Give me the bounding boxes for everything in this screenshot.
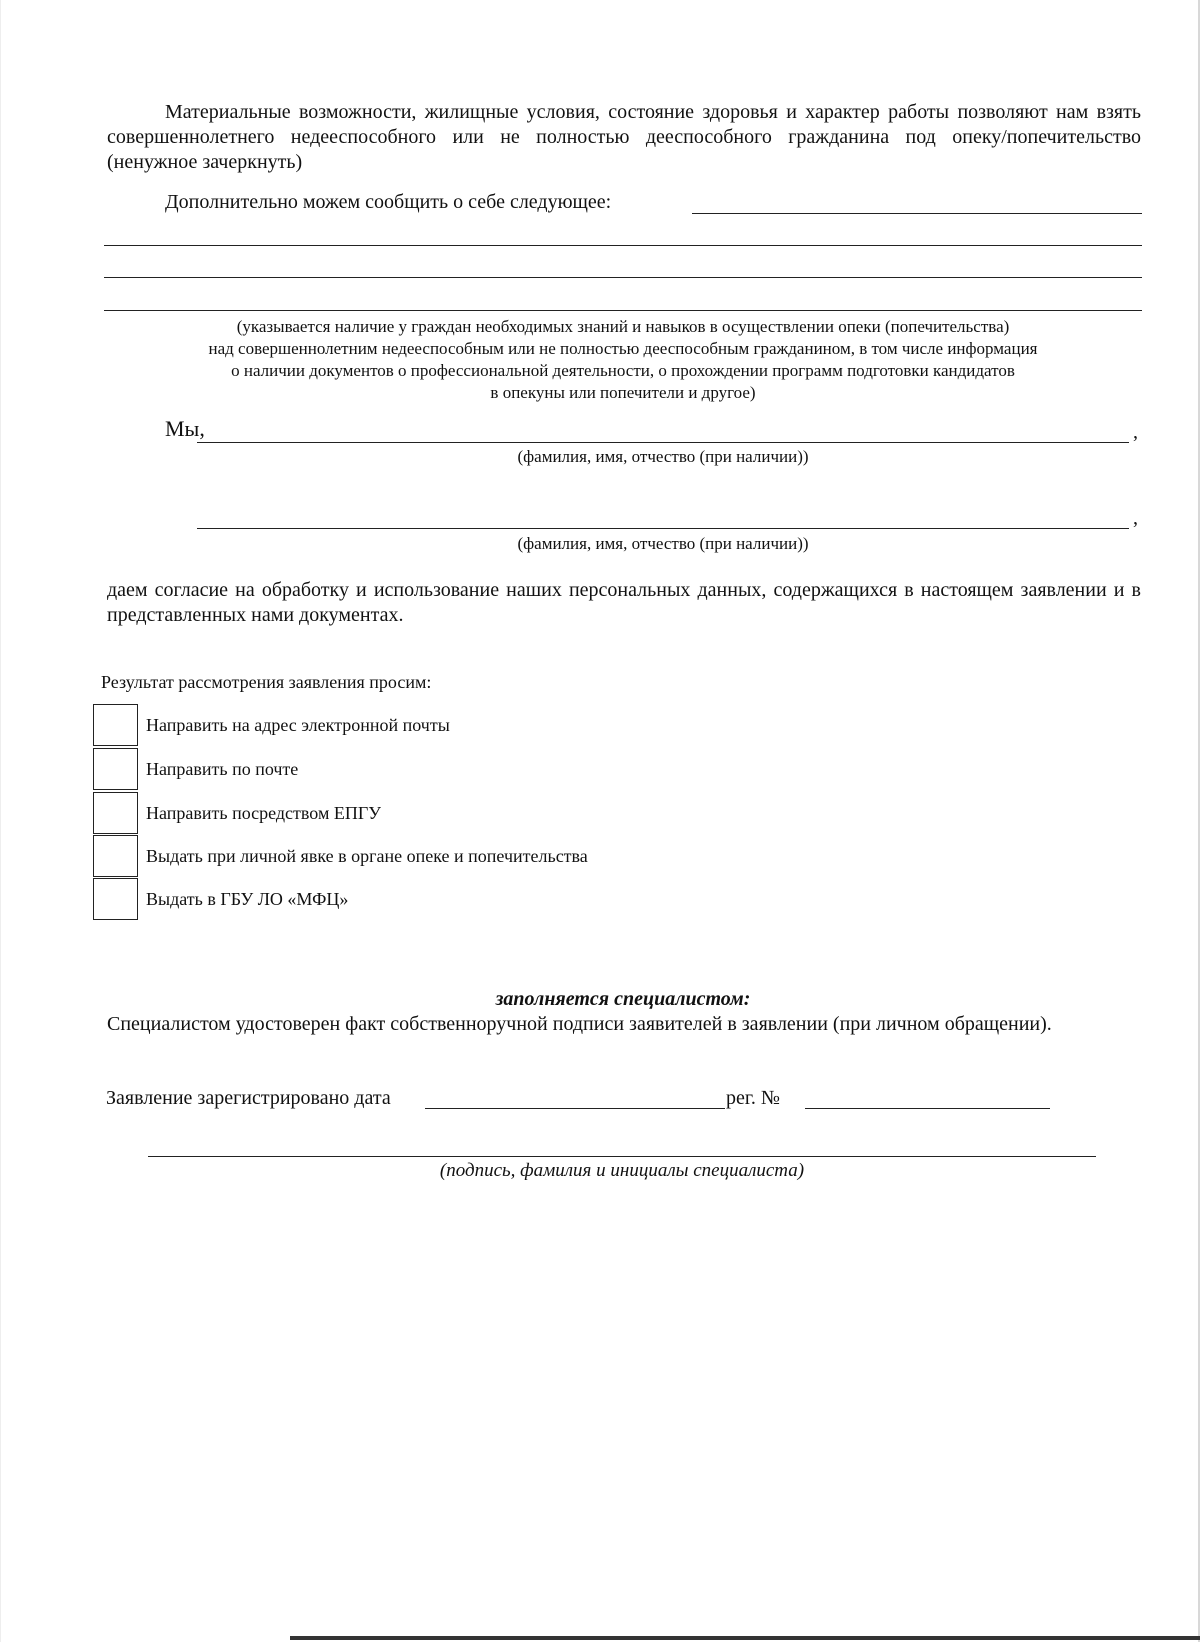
material-conditions-paragraph: Материальные возможности, жилищные условия, состояние здоровья и характер работы позволяют нам взять совершеннолетнего недееспособного или не полностью дееспособного гражданина под опеку/попечительство (ненужное зачеркнуть)	[107, 101, 1141, 173]
fio-comma-1: ,	[1133, 421, 1138, 443]
option-label: Направить посредством ЕПГУ	[146, 802, 381, 823]
result-option-epgu[interactable]	[93, 791, 381, 835]
we-label: Мы,	[165, 416, 205, 441]
page-left-edge	[0, 0, 1, 1642]
specialist-heading: заполняется специалистом:	[495, 988, 751, 1010]
hint-line-3: о наличии документов о профессиональной деятельности, о прохождении программ подготовки кандидатов	[231, 361, 1015, 380]
reg-no-label: рег. №	[726, 1087, 780, 1109]
additional-info-line-1[interactable]	[692, 213, 1142, 214]
checkbox[interactable]	[93, 792, 138, 834]
option-label: Направить на адрес электронной почты	[146, 714, 450, 735]
additional-info-label: Дополнительно можем сообщить о себе следующее:	[165, 191, 612, 213]
option-label: Выдать при личной явке в органе опеке и попечительства	[146, 845, 588, 866]
fio-line-2[interactable]	[197, 528, 1129, 529]
fio-line-1[interactable]	[197, 442, 1129, 443]
result-title: Результат рассмотрения заявления просим:	[101, 672, 432, 692]
additional-info-line-4[interactable]	[104, 310, 1142, 311]
option-label: Направить по почте	[146, 758, 299, 779]
registered-date-line[interactable]	[425, 1108, 725, 1109]
hint-line-2: над совершеннолетним недееспособным или не полностью дееспособным гражданином, в том числе информация	[208, 339, 1038, 358]
result-option-post[interactable]	[93, 747, 298, 791]
reg-no-line[interactable]	[805, 1108, 1050, 1109]
registered-date-label: Заявление зарегистрировано дата	[106, 1087, 391, 1109]
fio-caption-1: (фамилия, имя, отчество (при наличии))	[517, 447, 809, 466]
additional-info-line-3[interactable]	[104, 277, 1142, 278]
checkbox[interactable]	[93, 704, 138, 746]
checkbox[interactable]	[93, 835, 138, 877]
scan-bottom-edge	[290, 1636, 1200, 1640]
consent-paragraph: даем согласие на обработку и использование наших персональных данных, содержащихся в настоящем заявлении и в представленных нами документах.	[107, 579, 1141, 626]
hint-line-4: в опекуны или попечители и другое)	[490, 383, 756, 402]
specialist-certified-text: Специалистом удостоверен факт собственноручной подписи заявителей в заявлении (при личном обращении).	[107, 1013, 1052, 1035]
additional-info-line-2[interactable]	[104, 245, 1142, 246]
checkbox[interactable]	[93, 748, 138, 790]
fio-comma-2: ,	[1133, 507, 1138, 529]
result-option-in-person[interactable]	[93, 834, 588, 878]
additional-info-hint	[104, 316, 1142, 404]
result-option-mfc[interactable]	[93, 877, 348, 921]
fio-caption-2: (фамилия, имя, отчество (при наличии))	[517, 534, 809, 553]
hint-line-1: (указывается наличие у граждан необходимых знаний и навыков в осуществлении опеки (попечительства)	[236, 317, 1010, 336]
signature-line[interactable]	[148, 1156, 1096, 1157]
result-option-email[interactable]	[93, 703, 450, 747]
signature-caption: (подпись, фамилия и инициалы специалиста)	[439, 1160, 805, 1181]
option-label: Выдать в ГБУ ЛО «МФЦ»	[146, 888, 349, 909]
checkbox[interactable]	[93, 878, 138, 920]
